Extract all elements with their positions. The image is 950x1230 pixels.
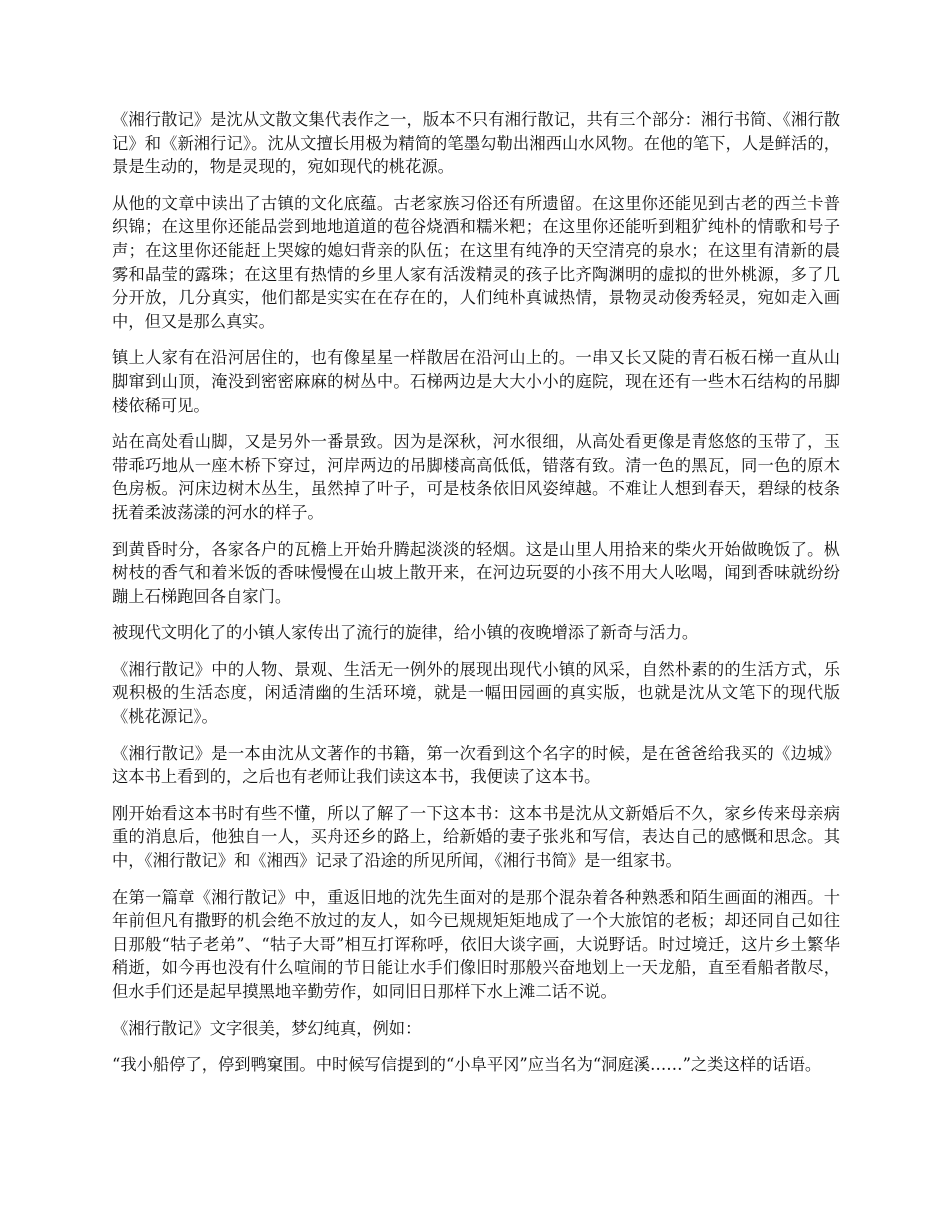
paragraph-12: “我小船停了，停到鸭窠围。中时候写信提到的“小阜平冈”应当名为“洞庭溪……”之类这样的话语。 — [112, 1055, 822, 1075]
paragraph-11: 《湘行散记》文字很美，梦幻纯真，例如： — [112, 1018, 422, 1038]
paragraph-4: 站在高处看山脚，又是另外一番景致。因为是深秋，河水很细，从高处看更像是青悠悠的玉带了，玉带乖巧地从一座木桥下穿过，河岸两边的吊脚楼高高低低，错落有致。清一色的黑瓦，同一色的原木色房板。河床边树木丛生，虽然掉了叶子，可是枝条依旧风姿绰越。不难让人想到春天，碧绿的枝条抚着柔波荡漾的河水的样子。 — [112, 432, 840, 522]
paragraph-6: 被现代文明化了的小镇人家传出了流行的旋律，给小镇的夜晚增添了新奇与活力。 — [112, 623, 699, 643]
paragraph-1: 《湘行散记》是沈从文散文集代表作之一，版本不只有湘行散记，共有三个部分：湘行书简、《湘行散记》和《新湘行记》。沈从文擅长用极为精简的笔墨勾勒出湘西山水风物。在他的笔下，人是鲜活的，景是生动的，物是灵现的，宛如现代的桃花源。 — [112, 110, 840, 177]
document-body — [112, 108, 840, 1090]
paragraph-10: 在第一篇章《湘行散记》中，重返旧地的沈先生面对的是那个混杂着各种熟悉和陌生画面的湘西。十年前但凡有撒野的机会绝不放过的友人，如今已规规矩矩地成了一个大旅馆的老板；却还同自己如往日那般“牯子老弟”、“牯子大哥”相互打诨称呼，依旧大谈字画，大说野话。时过境迁，这片乡土繁华稍逝，如今再也没有什么喧闹的节日能让水手们像旧时那般兴奋地划上一天龙船，直至看船者散尽，但水手们还是起早摸黑地辛勤劳作，如同旧日那样下水上滩二话不说。 — [112, 887, 840, 1001]
paragraph-8: 《湘行散记》是一本由沈从文著作的书籍，第一次看到这个名字的时候，是在爸爸给我买的《边城》这本书上看到的，之后也有老师让我们读这本书，我便读了这本书。 — [112, 743, 840, 787]
paragraph-2: 从他的文章中读出了古镇的文化底蕴。古老家族习俗还有所遗留。在这里你还能见到古老的西兰卡普织锦；在这里你还能品尝到地地道道的苞谷烧酒和糯米粑；在这里你还能听到粗犷纯朴的情歌和号子声；在这里你还能赶上哭嫁的媳妇背亲的队伍；在这里有纯净的天空清亮的泉水；在这里有清新的晨雾和晶莹的露珠；在这里有热情的乡里人家有活泼精灵的孩子比齐陶渊明的虚拟的世外桃源，多了几分开放，几分真实，他们都是实实在在存在的，人们纯朴真诚热情，景物灵动俊秀轻灵，宛如走入画中，但又是那么真实。 — [112, 193, 840, 331]
paragraph-3: 镇上人家有在沿河居住的，也有像星星一样散居在沿河山上的。一串又长又陡的青石板石梯一直从山脚窜到山顶，淹没到密密麻麻的树丛中。石梯两边是大大小小的庭院，现在还有一些木石结构的吊脚楼依稀可见。 — [112, 348, 840, 415]
paragraph-9: 刚开始看这本书时有些不懂，所以了解了一下这本书：这本书是沈从文新婚后不久，家乡传来母亲病重的消息后，他独自一人，买舟还乡的路上，给新婚的妻子张兆和写信，表达自己的感慨和思念。其中，《湘行散记》和《湘西》记录了沿途的所见所闻，《湘行书简》是一组家书。 — [112, 803, 840, 871]
paragraph-5: 到黄昏时分，各家各户的瓦檐上开始升腾起淡淡的轻烟。这是山里人用拾来的柴火开始做晚饭了。枞树枝的香气和着米饭的香味慢慢在山坡上散开来，在河边玩耍的小孩不用大人吆喝，闻到香味就纷纷蹦上石梯跑回各自家门。 — [112, 539, 840, 606]
paragraph-7: 《湘行散记》中的人物、景观、生活无一例外的展现出现代小镇的风采，自然朴素的的生活方式，乐观积极的生活态度，闲适清幽的生活环境，就是一幅田园画的真实版，也就是沈从文笔下的现代版《桃花源记》。 — [112, 659, 840, 727]
